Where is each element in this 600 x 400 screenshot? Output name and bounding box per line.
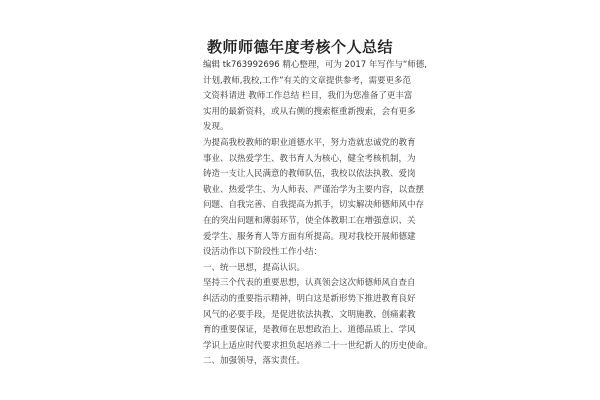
- body-line: 学识上适应时代要求担负起培养二十一世纪新人的历史使命。: [203, 340, 433, 351]
- section-heading: 二、加强领导，落实责任。: [203, 356, 306, 367]
- document-body: [203, 58, 433, 370]
- body-line: 敬业、热爱学生、为人师表、严谨治学为主要内容，以查摆: [203, 184, 425, 195]
- body-line: 纠活动的重要指示精神，明白这是新形势下推进教育良好: [203, 293, 416, 304]
- body-line: 育的重要保证，是教师在思想政治上、道德品质上、学风: [203, 325, 416, 336]
- body-line: 为提高我校教师的职业道德水平，努力造就忠诚党的教育: [203, 137, 416, 148]
- body-line: 问题、自我完善、自我提高为抓手，切实解决师德师风中存: [203, 200, 425, 211]
- body-line: 铸造一支让人民满意的教师队伍，我校以依法执教、爱岗: [203, 169, 416, 180]
- body-line: 发现。: [203, 122, 229, 133]
- body-line: 风气的必要手段，是促进依法执教、文明施教、创痛素教: [203, 309, 416, 320]
- body-line: 在的突出问题和薄弱环节，使全体教职工在增强意识、关: [203, 215, 416, 226]
- body-line: 编辑 tk763992696 精心整理，可为 2017 年写作与“师德,: [203, 60, 427, 70]
- body-line: 坚持三个代表的重要思想，认真领会这次师德师风自查自: [203, 278, 416, 289]
- document-title: 教师师德年度考核个人总结: [206, 38, 393, 56]
- body-line: 实用的最新资料，或从右侧的搜索框重新搜索，会有更多: [203, 106, 416, 117]
- body-line: 事业、以热爱学生、教书育人为核心，健全考核机制，为: [203, 153, 416, 164]
- body-line: 设活动作以下阶段性工作小结：: [203, 247, 323, 258]
- body-line: 计划,教师,我校,工作”有关的文章提供参考，需要更多范: [203, 75, 412, 86]
- section-heading: 一、统一思想，提高认识。: [203, 262, 306, 273]
- body-line: 文资料请进 教师工作总结 栏目，我们为您准备了更丰富: [203, 91, 413, 102]
- body-line: 爱学生、服务育人等方面有所提高。现对我校开展师德建: [203, 231, 416, 242]
